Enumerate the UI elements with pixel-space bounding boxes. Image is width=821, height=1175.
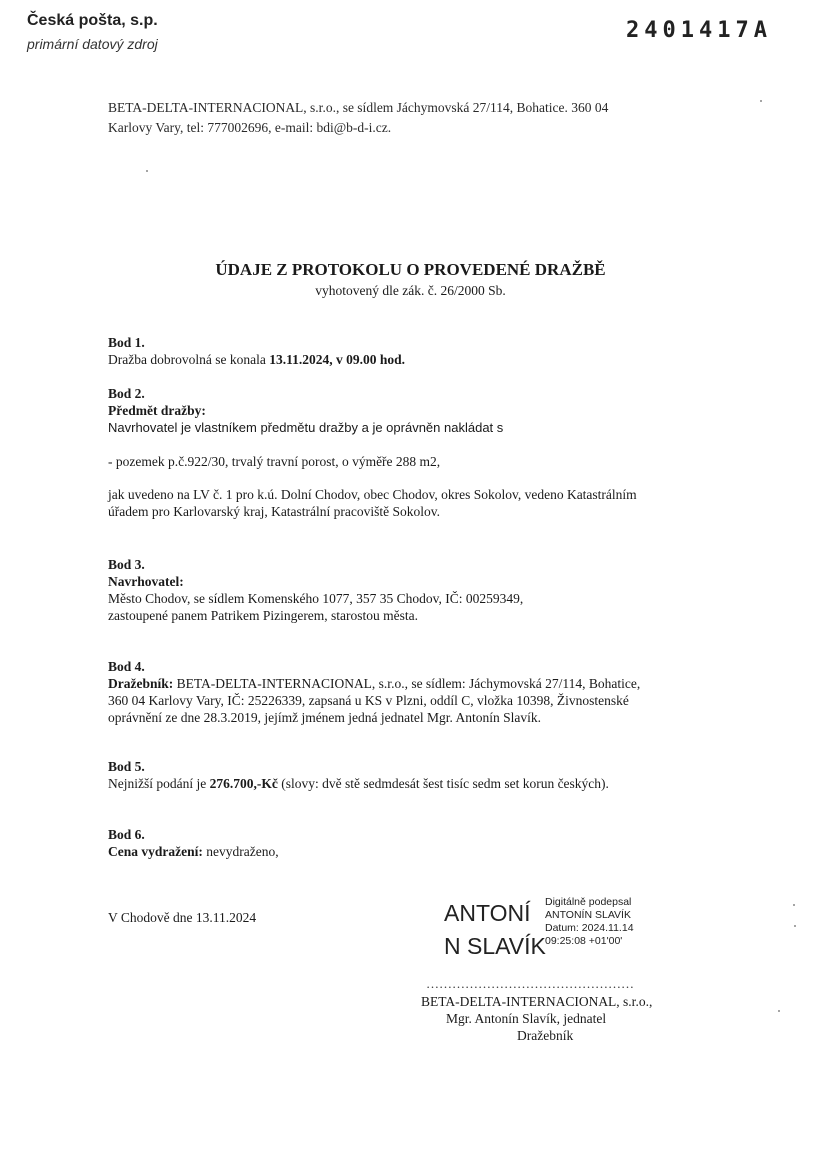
bod-6-label: Cena vydražení: <box>108 844 203 859</box>
header-source-label: primární datový zdroj <box>27 36 158 52</box>
sender-block <box>108 98 718 138</box>
signer-role: Dražebník <box>517 1028 574 1043</box>
bod-4-line-1 <box>108 675 718 692</box>
bod-3-subheading: Navrhovatel: <box>108 574 184 589</box>
place-and-date: V Chodově dne 13.11.2024 <box>108 910 257 925</box>
bod-5-prefix: Nejnižší podání je <box>108 776 210 791</box>
bod-3-heading: Bod 3. <box>108 557 145 572</box>
bod-2-intro: Navrhovatel je vlastníkem předmětu dražby a je oprávněn nakládat s <box>108 420 504 435</box>
bod-4-line-3: oprávnění ze dne 28.3.2019, jejímž jménem jedná jednatel Mgr. Antonín Slavík. <box>108 710 542 725</box>
bod-1-text-prefix: Dražba dobrovolná se konala <box>108 352 270 367</box>
bod-1-heading: Bod 1. <box>108 335 145 350</box>
bod-4-label: Dražebník: <box>108 676 174 691</box>
bod-2-description <box>108 486 718 520</box>
bod-4-line-1-text: BETA-DELTA-INTERNACIONAL, s.r.o., se sídlem: Jáchymovská 27/114, Bohatice, <box>173 676 641 691</box>
sender-line-1: BETA-DELTA-INTERNACIONAL, s.r.o., se sídlem Jáchymovská 27/114, Bohatice. 360 04 <box>108 100 609 115</box>
bod-6-heading: Bod 6. <box>108 827 145 842</box>
section-bod-1 <box>108 334 718 368</box>
bod-4-line-2: 360 04 Karlovy Vary, IČ: 25226339, zapsaná u KS v Plzni, oddíl C, vložka 10398, Živnostenské <box>108 693 629 708</box>
scan-speck <box>146 170 148 172</box>
bod-6-text <box>108 843 718 860</box>
scan-speck <box>794 925 796 927</box>
signer-company: BETA-DELTA-INTERNACIONAL, s.r.o., <box>421 994 653 1009</box>
minimum-bid-amount: 276.700,-Kč <box>209 776 278 791</box>
header-organization: Česká pošta, s.p. <box>27 12 158 29</box>
section-bod-2 <box>108 385 718 436</box>
document-title: ÚDAJE Z PROTOKOLU O PROVEDENÉ DRAŽBĚ <box>215 260 606 279</box>
signature-name-line-1: ANTONÍ <box>444 900 531 926</box>
bod-2-desc-line-2: úřadem pro Karlovarský kraj, Katastrální pracoviště Sokolov. <box>108 504 441 519</box>
bod-2-subheading: Předmět dražby: <box>108 403 206 418</box>
bod-6-value: nevydraženo, <box>202 844 279 859</box>
signature-meta-4: 09:25:08 +01'00' <box>545 935 623 947</box>
signature-dotted-line: ………………………………………… <box>426 976 634 991</box>
bod-2-desc-line-1: jak uvedeno na LV č. 1 pro k.ú. Dolní Chodov, obec Chodov, okres Sokolov, vedeno Katastrálním <box>108 487 637 502</box>
signature-meta-2: ANTONÍN SLAVÍK <box>545 909 631 921</box>
signature-meta-3: Datum: 2024.11.14 <box>545 922 634 934</box>
scan-speck <box>760 100 762 102</box>
bod-3-line-2: zastoupené panem Patrikem Pizingerem, starostou města. <box>108 608 419 623</box>
bod-5-heading: Bod 5. <box>108 759 145 774</box>
bod-2-heading: Bod 2. <box>108 386 145 401</box>
signer-person: Mgr. Antonín Slavík, jednatel <box>446 1011 607 1026</box>
auction-date-time: 13.11.2024, v 09.00 hod. <box>269 352 405 367</box>
scan-speck <box>793 904 795 906</box>
bod-5-text <box>108 775 718 792</box>
signature-name-line-2: N SLAVÍK <box>444 933 546 959</box>
sender-line-2: Karlovy Vary, tel: 777002696, e-mail: bdi@b-d-i.cz. <box>108 120 392 135</box>
section-bod-4 <box>108 658 718 726</box>
bod-3-line-1: Město Chodov, se sídlem Komenského 1077, 357 35 Chodov, IČ: 00259349, <box>108 591 524 606</box>
scan-speck <box>778 1010 780 1012</box>
document-number: 2401417A <box>626 18 772 43</box>
bod-1-text <box>108 351 718 368</box>
bod-4-heading: Bod 4. <box>108 659 145 674</box>
bod-5-suffix: (slovy: dvě stě sedmdesát šest tisíc sedm set korun českých). <box>277 776 609 791</box>
document-subtitle: vyhotovený dle zák. č. 26/2000 Sb. <box>315 283 506 298</box>
digital-signature-meta <box>545 896 634 948</box>
signature-meta-1: Digitálně podepsal <box>545 896 632 908</box>
section-bod-3 <box>108 556 718 624</box>
bod-2-item: - pozemek p.č.922/30, trvalý travní porost, o výměře 288 m2, <box>108 454 441 469</box>
digital-signature-name <box>444 897 546 963</box>
section-bod-5 <box>108 758 718 792</box>
section-bod-6 <box>108 826 718 860</box>
